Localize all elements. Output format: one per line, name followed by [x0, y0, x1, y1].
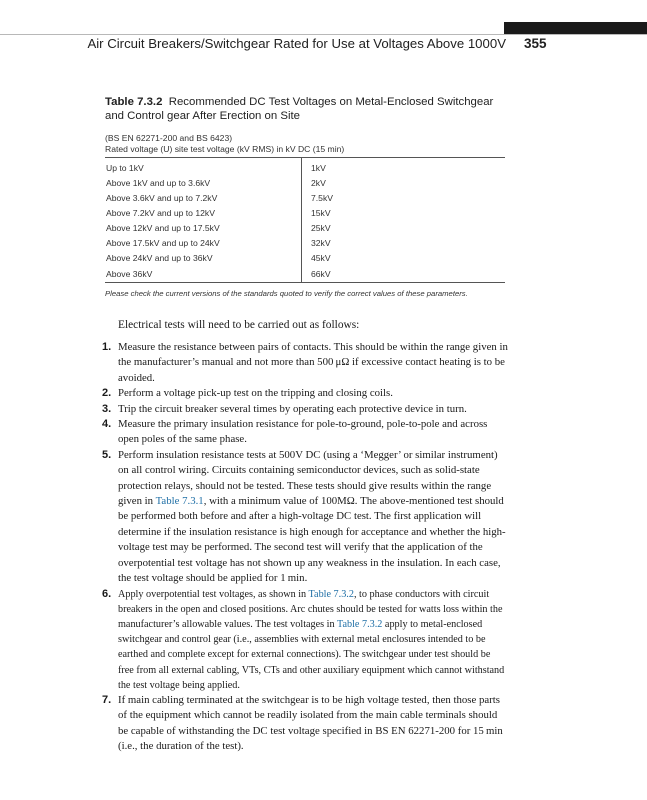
table-row	[105, 266, 505, 282]
voltage-cell: 15kV	[311, 207, 331, 218]
list-item	[0, 587, 508, 693]
page-number: 355	[524, 36, 547, 51]
voltage-cell: 2kV	[311, 177, 326, 188]
test-voltage-table	[105, 158, 505, 282]
table-caption: Recommended DC Test Voltages on Metal-Enclosed Switchgear and Control gear After Erection on Site	[105, 96, 494, 122]
range-cell: Up to 1kV	[105, 160, 302, 175]
table-row	[105, 205, 505, 220]
table-row	[105, 175, 505, 190]
step-text-pre: Apply overpotential test voltages, as shown in	[118, 588, 309, 600]
voltage-cell: 25kV	[311, 222, 331, 233]
step-text: Perform a voltage pick-up test on the tripping and closing coils.	[118, 387, 393, 400]
table-7-3-2	[105, 95, 505, 299]
list-item	[0, 693, 508, 755]
table-bottom-rule	[105, 282, 505, 283]
table-subheading: Rated voltage (U) site test voltage (kV RMS) in kV DC (15 min)	[105, 144, 505, 158]
voltage-cell: 45kV	[311, 253, 331, 264]
list-item	[0, 448, 508, 587]
range-cell: Above 12kV and up to 17.5kV	[105, 220, 302, 235]
range-cell: Above 17.5kV and up to 24kV	[105, 235, 302, 250]
step-number: 4.	[102, 418, 112, 431]
list-item	[0, 386, 508, 401]
step-number: 6.	[102, 587, 112, 600]
range-cell: Above 1kV and up to 3.6kV	[105, 175, 302, 190]
running-head: Air Circuit Breakers/Switchgear Rated for Use at Voltages Above 1000V	[87, 36, 506, 51]
step-text-mid: , to phase conductors with circuit breakers in the open and closed positions. Arc chutes should be tested for watts loss within the manufacturer’s allowable values. The test voltages in	[118, 588, 503, 630]
table-number: Table 7.3.2	[105, 96, 163, 108]
step-text: Measure the resistance between pairs of contacts. This should be within the range given in the manufacturer’s manual and not more than 500 μΩ if excessive contact heating is to be avoided.	[118, 341, 508, 384]
step-text-pre: Perform insulation resistance tests at 500V DC (using a ‘Megger’ or similar instrument) on all control wiring. Circuits containing semiconductor devices, such as solid-state protection relays, should not be tested. These tests should give results within the range given in	[118, 448, 498, 508]
table-source: (BS EN 62271-200 and BS 6423)	[105, 133, 233, 143]
table-row	[105, 251, 505, 266]
test-steps-list	[0, 340, 508, 755]
table-row	[105, 220, 505, 235]
intro-paragraph: Electrical tests will need to be carried out as follows:	[118, 319, 360, 331]
table-title	[105, 95, 505, 123]
step-text: If main cabling terminated at the switchgear is to be high voltage tested, then those parts of the equipment which cannot be readily isolated from the main cable terminals should be capable of withstanding the DC test voltage specified in BS EN 62271-200 for 15 min (i.e., the duration of the test).	[118, 693, 503, 753]
range-cell: Above 3.6kV and up to 7.2kV	[105, 190, 302, 205]
header-rule	[0, 34, 647, 35]
step-number: 7.	[102, 693, 112, 706]
list-item	[0, 417, 508, 448]
step-text: Measure the primary insulation resistance for pole-to-ground, pole-to-pole and across open poles of the same phase.	[118, 418, 488, 446]
step-text: Trip the circuit breaker several times by operating each protective device in turn.	[118, 402, 467, 415]
table-row	[105, 235, 505, 250]
step-number: 5.	[102, 448, 112, 461]
range-cell: Above 24kV and up to 36kV	[105, 251, 302, 266]
voltage-cell: 7.5kV	[311, 192, 333, 203]
voltage-cell: 1kV	[311, 162, 326, 173]
table-7-3-2-link[interactable]: Table 7.3.2	[308, 588, 354, 600]
table-7-3-2-link[interactable]: Table 7.3.2	[336, 618, 383, 630]
list-item	[0, 402, 508, 417]
table-row	[105, 160, 505, 175]
table-note: Please check the current versions of the standards quoted to verify the correct values of these parameters.	[105, 288, 468, 298]
step-number: 1.	[102, 341, 112, 353]
step-number: 2.	[102, 387, 112, 400]
step-text-post: , with a minimum value of 100MΩ. The above-mentioned test should be performed both before and after a high-voltage DC test. The first application will determine if the insulation resistance is high enough for acceptance and whether the high-voltage test may be performed. The second test will verify that the application of the overpotential test voltage has not shown up any weakness in the insulation. In each case, the test voltage should be applied for 1 min.	[118, 495, 506, 585]
header-bar	[504, 22, 647, 34]
voltage-cell: 32kV	[311, 238, 331, 249]
step-number: 3.	[102, 402, 112, 415]
list-item	[0, 340, 508, 386]
table-7-3-1-link[interactable]: Table 7.3.1	[155, 495, 204, 508]
range-cell: Above 7.2kV and up to 12kV	[105, 205, 302, 220]
range-cell: Above 36kV	[105, 266, 302, 282]
voltage-cell: 66kV	[311, 268, 331, 279]
table-row	[105, 190, 505, 205]
step-text-post: apply to metal-enclosed switchgear and control gear (i.e., assemblies with external metal enclosures intended to be earthed and complete except for external connections). The switchgear under test should be free from all external cabling, VTs, CTs and other auxiliary equipment which cannot withstand the test voltage being applied.	[118, 618, 505, 691]
